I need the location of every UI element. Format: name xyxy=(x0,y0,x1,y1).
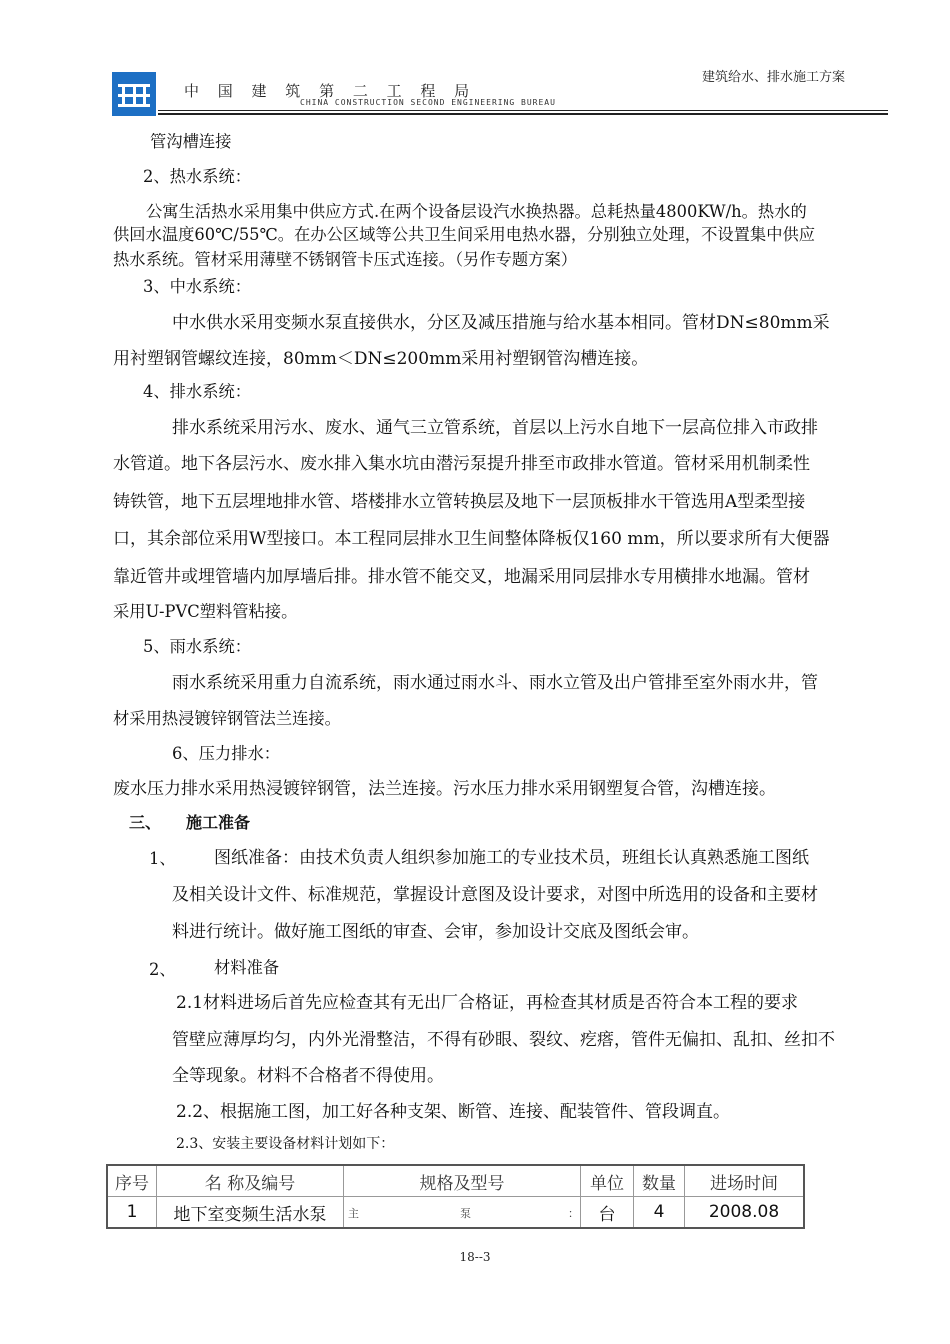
materials-table xyxy=(106,1164,805,1229)
org-name-en: CHINA CONSTRUCTION SECOND ENGINEERING BUREAU xyxy=(300,98,556,107)
text-line: 2.2、根据施工图，加工好各种支架、断管、连接、配装管件、管段调直。 xyxy=(176,1102,731,1122)
table-row xyxy=(107,1197,804,1229)
text-line: 公寓生活热水采用集中供应方式.在两个设备层设汽水换热器。总耗热量4800KW/h。热水的 xyxy=(146,202,807,221)
document-title: 建筑给水、排水施工方案 xyxy=(702,70,846,85)
text-line: 及相关设计文件、标准规范，掌握设计意图及设计要求，对图中所选用的设备和主要材 xyxy=(172,885,818,905)
text-line: 2.3、安装主要设备材料计划如下： xyxy=(176,1136,395,1152)
item-number: 2、 xyxy=(149,960,176,979)
table-header-row xyxy=(107,1165,804,1197)
text-line: 中水供水采用变频水泵直接供水，分区及减压措施与给水基本相同。管材DN≤80mm采 xyxy=(172,313,830,333)
text-line: 用衬塑钢管螺纹连接，80mm＜DN≤200mm采用衬塑钢管沟槽连接。 xyxy=(113,349,649,369)
cell-name: 地下室变频生活水泵 xyxy=(157,1197,344,1229)
header-cell-no: 序号 xyxy=(107,1165,157,1197)
header-rule-thin xyxy=(158,110,888,111)
header-cell-qty: 数量 xyxy=(634,1165,685,1197)
text-line: 雨水系统采用重力自流系统，雨水通过雨水斗、雨水立管及出户管排至室外雨水井，管 xyxy=(172,673,818,693)
header-cell-name: 名 称及编号 xyxy=(157,1165,344,1197)
header-cell-spec: 规格及型号 xyxy=(344,1165,581,1197)
section-heading: 3、中水系统： xyxy=(143,277,252,296)
cell-date: 2008.08 xyxy=(685,1197,805,1229)
text-line: 管壁应薄厚均匀，内外光滑整洁，不得有砂眼、裂纹、疙瘩，管件无偏扣、乱扣、丝扣不 xyxy=(172,1030,835,1050)
spec-part: 泵 xyxy=(460,1207,471,1220)
item-number: 1、 xyxy=(149,849,176,868)
text-line: 2.1材料进场后首先应检查其有无出厂合格证，再检查其材质是否符合本工程的要求 xyxy=(176,993,799,1013)
section-heading: 5、雨水系统： xyxy=(143,637,252,656)
text-line: 水管道。地下各层污水、废水排入集水坑由潜污泵提升排至市政排水管道。管材采用机制柔性 xyxy=(113,454,810,474)
org-name-cn: 中 国 建 筑 第 二 工 程 局 xyxy=(184,82,477,100)
text-line: 料进行统计。做好施工图纸的审查、会审，参加设计交底及图纸会审。 xyxy=(172,922,699,942)
text-line: 口，其余部位采用W型接口。本工程同层排水卫生间整体降板仅160 mm，所以要求所有大便器 xyxy=(113,529,830,549)
item-title: 材料准备 xyxy=(214,958,280,977)
spec-part: ： xyxy=(568,1207,579,1220)
text-line: 采用U-PVC塑料管粘接。 xyxy=(113,602,298,621)
header-cell-date: 进场时间 xyxy=(685,1165,805,1197)
chapter-title: 施工准备 xyxy=(186,813,251,832)
chapter-number: 三、 xyxy=(129,813,162,832)
text-line: 废水压力排水采用热浸镀锌钢管，法兰连接。污水压力排水采用钢塑复合管，沟槽连接。 xyxy=(113,779,776,799)
cell-qty: 4 xyxy=(634,1197,685,1229)
text-line: 管沟槽连接 xyxy=(150,132,232,151)
header-cell-unit: 单位 xyxy=(581,1165,634,1197)
text-line: 全等现象。材料不合格者不得使用。 xyxy=(172,1066,444,1086)
text-line: 材采用热浸镀锌钢管法兰连接。 xyxy=(113,709,341,728)
text-line: 靠近管井或埋管墙内加厚墙后排。排水管不能交叉，地漏采用同层排水专用横排水地漏。管材 xyxy=(113,567,810,587)
section-heading: 6、压力排水： xyxy=(172,744,281,763)
section-heading: 2、热水系统： xyxy=(143,167,252,186)
spec-part: 主 xyxy=(348,1207,359,1220)
text-line: 供回水温度60℃/55℃。在办公区域等公共卫生间采用电热水器，分别独立处理，不设置集中供应 xyxy=(113,225,816,244)
header-rule-thick xyxy=(158,113,888,115)
text-line: 铸铁管，地下五层埋地排水管、塔楼排水立管转换层及地下一层顶板排水干管选用A型柔型接 xyxy=(113,492,806,512)
section-heading: 4、排水系统： xyxy=(143,382,252,401)
page-number: 18--3 xyxy=(459,1250,491,1264)
text-line: 热水系统。管材采用薄壁不锈钢管卡压式连接。（另作专题方案） xyxy=(113,250,578,269)
cell-spec xyxy=(344,1197,581,1229)
company-logo xyxy=(112,72,156,116)
cell-unit: 台 xyxy=(581,1197,634,1229)
text-line: 排水系统采用污水、废水、通气三立管系统，首层以上污水自地下一层高位排入市政排 xyxy=(172,418,818,438)
cell-no: 1 xyxy=(107,1197,157,1229)
text-line: 图纸准备：由技术负责人组织参加施工的专业技术员，班组长认真熟悉施工图纸 xyxy=(214,848,809,868)
